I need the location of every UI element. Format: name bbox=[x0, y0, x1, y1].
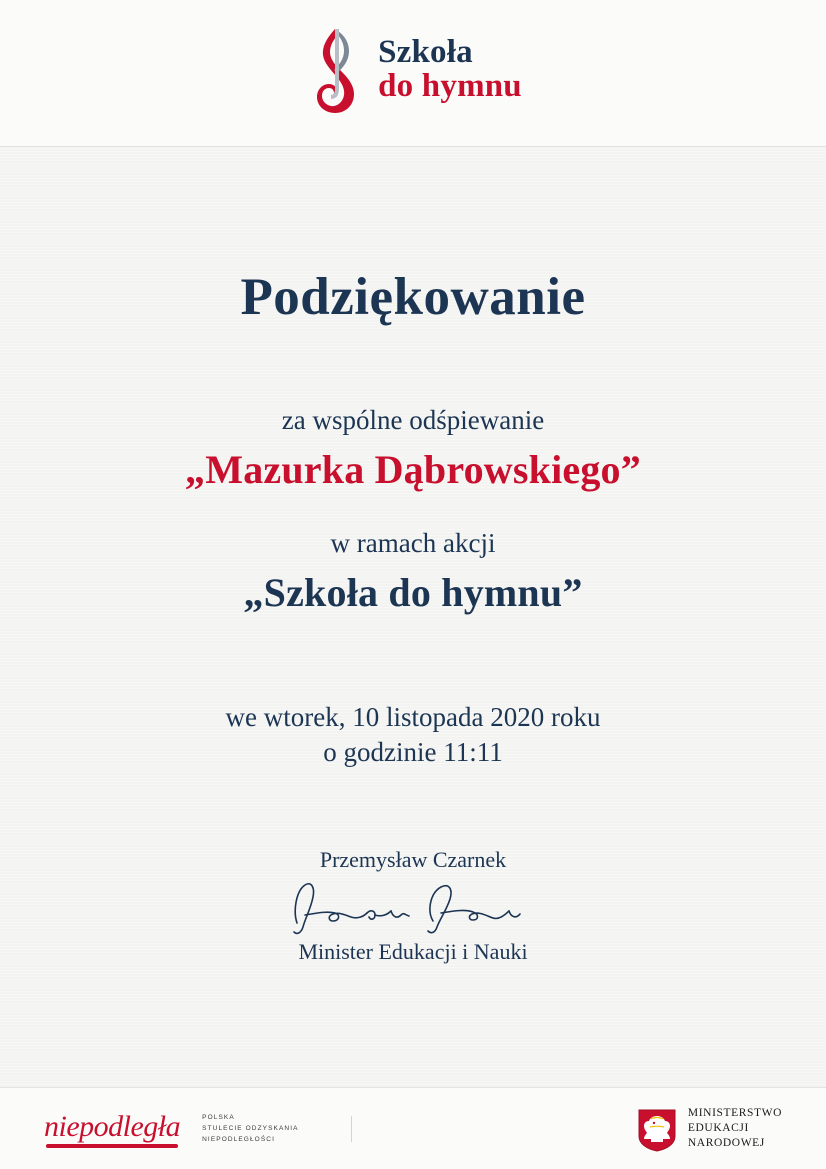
footer-divider bbox=[351, 1116, 352, 1142]
certificate-body bbox=[0, 147, 826, 1087]
niepodlegla-caption-line-1: POLSKA bbox=[202, 1113, 235, 1121]
brand-text bbox=[378, 35, 522, 104]
ministry-line-2: EDUKACJI bbox=[687, 1122, 749, 1135]
brand-lockup bbox=[304, 23, 522, 115]
niepodlegla-logo: niepodległa bbox=[44, 1110, 180, 1148]
brand-line-1: Szkoła bbox=[378, 33, 473, 70]
ministry-line-3: NARODOWEJ bbox=[687, 1136, 765, 1149]
reason-highlight: „Mazurka Dąbrowskiego” bbox=[185, 447, 641, 492]
page-title: Podziękowanie bbox=[240, 268, 586, 326]
footer-left-group bbox=[44, 1110, 352, 1148]
event-time: o godzinie 11:11 bbox=[323, 736, 503, 767]
ministry-line-1: MINISTERSTWO bbox=[687, 1107, 782, 1120]
ministry-caption bbox=[688, 1106, 782, 1150]
brand-line-2: do hymnu bbox=[378, 68, 522, 104]
treble-clef-icon bbox=[304, 23, 366, 115]
niepodlegla-caption bbox=[202, 1112, 298, 1145]
niepodlegla-caption-line-2: STULECIE ODZYSKANIA bbox=[202, 1124, 299, 1132]
event-datetime bbox=[70, 700, 756, 769]
handwritten-signature-icon bbox=[283, 875, 543, 937]
niepodlegla-caption-line-3: NIEPODLEGŁOŚCI bbox=[202, 1136, 275, 1144]
event-date: we wtorek, 10 listopada 2020 roku bbox=[225, 702, 601, 732]
signer-name: Przemysław Czarnek bbox=[319, 847, 507, 873]
signer-role: Minister Edukacji i Nauki bbox=[298, 939, 528, 965]
reason-intro: za wspólne odśpiewanie bbox=[281, 405, 545, 435]
polish-eagle-emblem-icon bbox=[636, 1106, 678, 1152]
campaign-name: „Szkoła do hymnu” bbox=[243, 570, 583, 615]
ministry-lockup bbox=[636, 1106, 782, 1152]
signature-block bbox=[70, 847, 756, 965]
header-band bbox=[0, 0, 826, 147]
footer-band bbox=[0, 1087, 826, 1169]
campaign-intro: w ramach akcji bbox=[330, 528, 496, 558]
